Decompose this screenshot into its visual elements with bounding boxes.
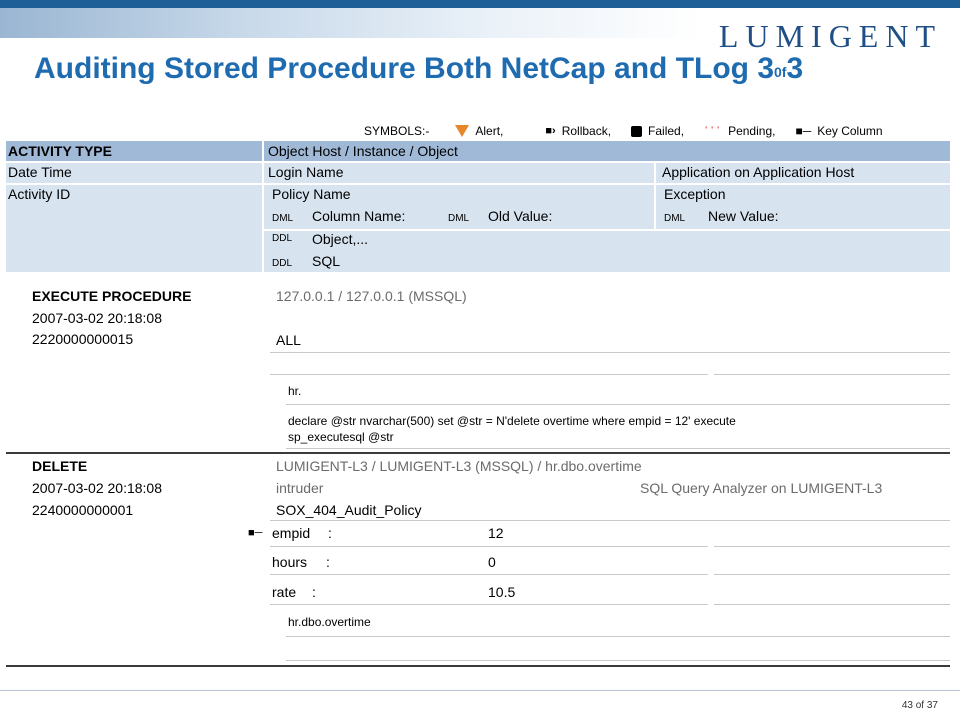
- row-line: [270, 546, 708, 547]
- legend-alert: [449, 124, 503, 138]
- column-sep: :: [312, 584, 316, 600]
- header-separator: [654, 161, 656, 229]
- alert-icon: [455, 125, 469, 137]
- record-divider: [6, 665, 950, 667]
- row-line: [286, 404, 950, 405]
- record-sql-line2: sp_executesql @str: [288, 430, 394, 444]
- column-name: rate: [272, 584, 297, 600]
- column-sep: :: [328, 525, 332, 541]
- header-activity-type: ACTIVITY TYPE: [8, 143, 112, 159]
- record-datetime: 2007-03-02 20:18:08: [32, 310, 162, 326]
- row-line: [286, 448, 950, 449]
- slide-title: [34, 52, 803, 86]
- header-login-name: Login Name: [268, 164, 344, 180]
- record-host: 127.0.0.1 / 127.0.0.1 (MSSQL): [276, 288, 467, 304]
- dml-label: DML: [272, 213, 294, 224]
- title-sub: 0f: [774, 64, 787, 80]
- legend-key-label: Key Column: [817, 124, 883, 138]
- rollback-icon: ■›: [545, 125, 556, 137]
- title-end: 3: [786, 52, 804, 85]
- footer-line: [0, 690, 960, 691]
- legend-pending-label: Pending,: [728, 124, 776, 138]
- header-new-value: New Value:: [708, 208, 779, 224]
- activity-type-row: [6, 141, 950, 161]
- record-datetime: 2007-03-02 20:18:08: [32, 480, 162, 496]
- legend-rollback-label: Rollback,: [561, 124, 612, 138]
- column-sep: :: [326, 554, 330, 570]
- record-id: 2240000000001: [32, 502, 134, 518]
- header-separator: [6, 183, 950, 185]
- column-value: 0: [488, 554, 496, 570]
- row-line: [270, 352, 950, 353]
- dml-label: DML: [664, 213, 686, 224]
- symbols-legend: [364, 124, 903, 138]
- key-icon: ■─: [795, 124, 812, 138]
- header-activity-id: Activity ID: [8, 186, 71, 202]
- row-line: [714, 546, 950, 547]
- header-date-time: Date Time: [8, 164, 72, 180]
- record-host: LUMIGENT-L3 / LUMIGENT-L3 (MSSQL) / hr.dbo.overtime: [276, 458, 642, 474]
- key-column-icon: ■─: [248, 527, 263, 539]
- row-line: [286, 636, 950, 637]
- column-name: hours: [272, 554, 308, 570]
- record-login: intruder: [276, 480, 324, 496]
- pending-icon: ˈˈˈ: [704, 124, 723, 138]
- header-separator: [6, 161, 950, 163]
- column-value: 12: [488, 525, 504, 541]
- record-policy: ALL: [276, 332, 301, 348]
- record-type: DELETE: [32, 458, 88, 474]
- ddl-label: DDL: [272, 233, 293, 244]
- legend-key: [795, 124, 882, 138]
- header-object-host: Object Host / Instance / Object: [268, 143, 458, 159]
- row-line: [286, 660, 950, 661]
- ddl-label: DDL: [272, 258, 293, 269]
- record-application: SQL Query Analyzer on LUMIGENT-L3: [640, 480, 883, 496]
- header-sql: SQL: [312, 253, 341, 269]
- legend-alert-label: Alert,: [475, 124, 504, 138]
- column-header: [6, 141, 950, 272]
- row-line: [714, 374, 950, 375]
- title-main: Auditing Stored Procedure Both NetCap and TLog 3: [34, 52, 775, 85]
- record-sql-line1: declare @str nvarchar(500) set @str = N'delete overtime where empid = 12' execute: [288, 414, 736, 428]
- row-line: [270, 374, 708, 375]
- record-type: EXECUTE PROCEDURE: [32, 288, 192, 304]
- column-value: 10.5: [488, 584, 516, 600]
- header-old-value: Old Value:: [488, 208, 553, 224]
- header-object: Object,...: [312, 231, 369, 247]
- header-application: Application on Application Host: [662, 164, 855, 180]
- record-divider: [6, 452, 950, 454]
- symbols-label: SYMBOLS:-: [364, 124, 430, 138]
- failed-icon: [631, 126, 642, 137]
- row-line: [270, 520, 950, 521]
- record-policy: SOX_404_Audit_Policy: [276, 502, 422, 518]
- row-line: [714, 574, 950, 575]
- header-exception: Exception: [664, 186, 726, 202]
- header-policy-name: Policy Name: [272, 186, 351, 202]
- lumigent-logo: LUMIGENT: [718, 18, 942, 54]
- top-gradient: [0, 8, 700, 38]
- record-id: 2220000000015: [32, 331, 134, 347]
- page-number: 43 of 37: [901, 700, 938, 711]
- row-line: [270, 574, 708, 575]
- dml-label: DML: [448, 213, 470, 224]
- header-column-name: Column Name:: [312, 208, 406, 224]
- legend-failed: [631, 124, 684, 138]
- legend-pending: [704, 124, 775, 138]
- column-name: empid: [272, 525, 311, 541]
- record-object: hr.dbo.overtime: [288, 615, 371, 629]
- top-bar: [0, 0, 960, 8]
- record-object: hr.: [288, 384, 302, 398]
- row-line: [270, 604, 708, 605]
- legend-failed-label: Failed,: [648, 124, 685, 138]
- legend-rollback: [545, 124, 611, 138]
- row-line: [714, 604, 950, 605]
